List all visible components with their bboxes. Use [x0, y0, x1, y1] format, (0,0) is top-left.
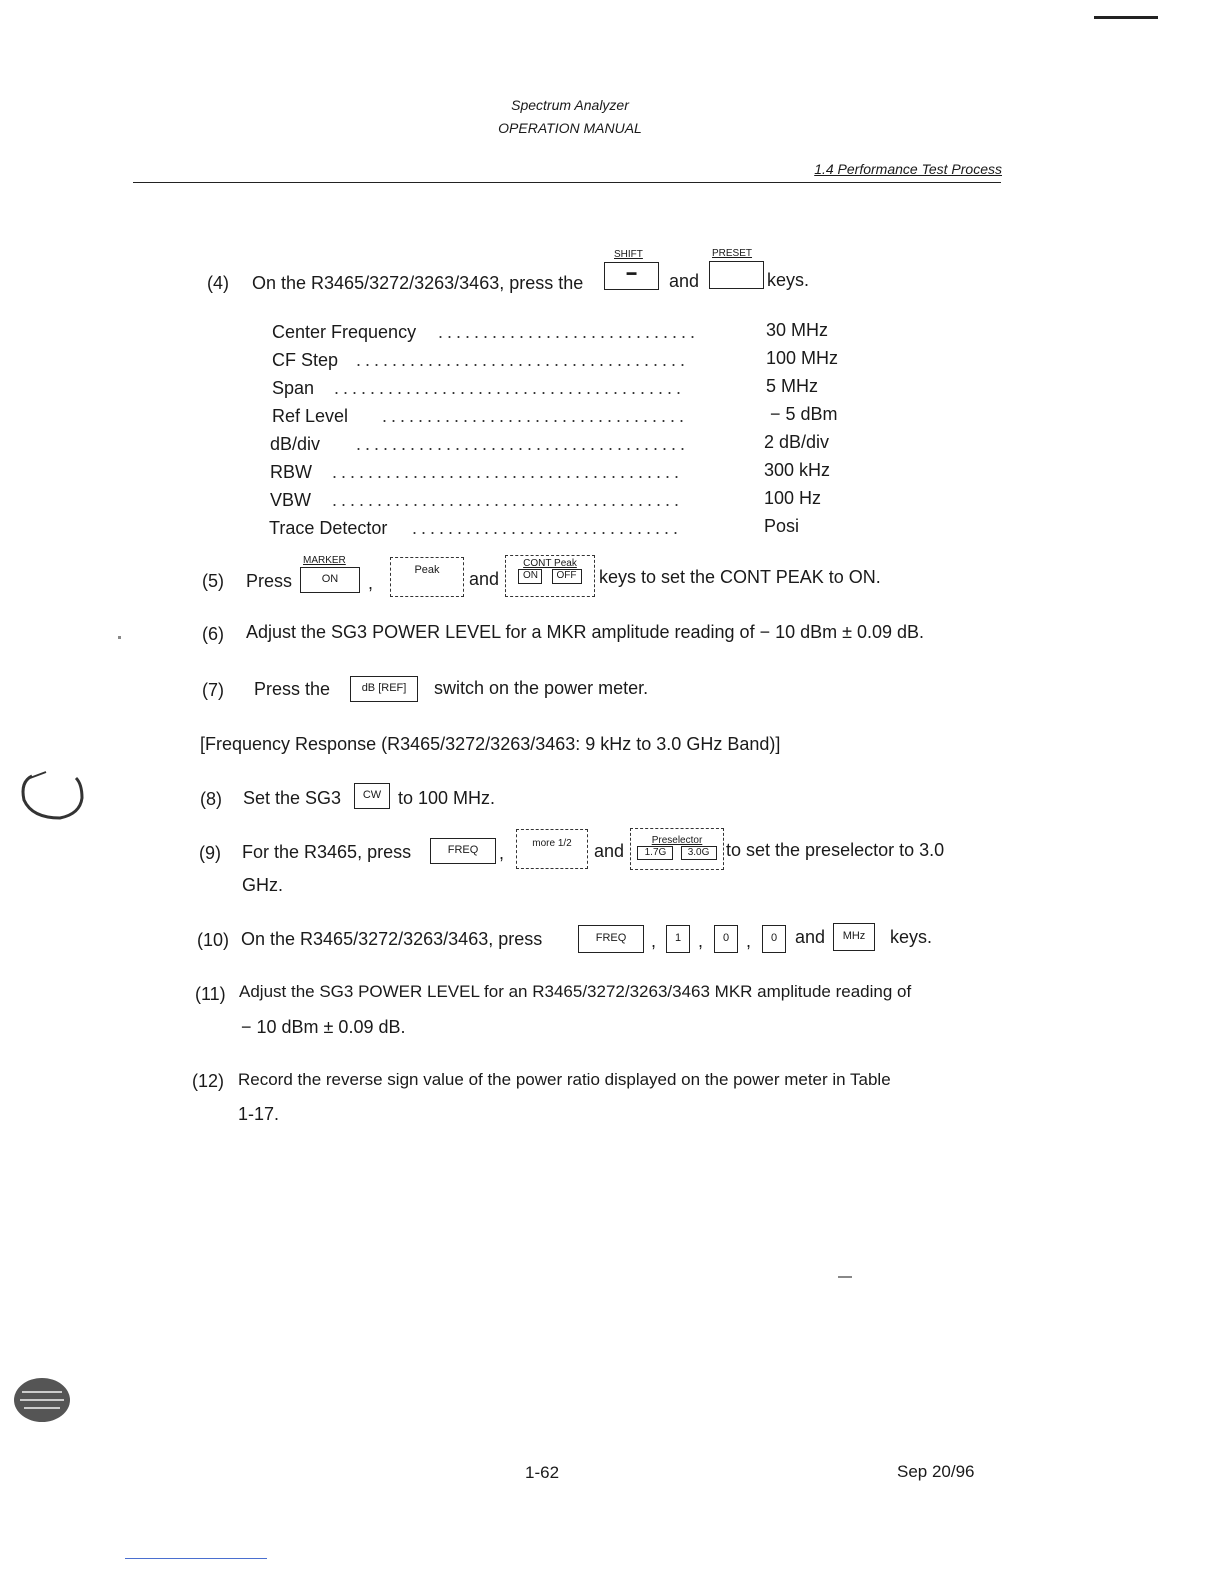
revision-date: Sep 20/96	[897, 1462, 975, 1481]
param-name: RBW	[270, 462, 312, 482]
step9-number: (9)	[199, 843, 221, 863]
step7-number: (7)	[202, 680, 224, 700]
dot-leader: .....................................	[356, 350, 690, 370]
step12-text: Record the reverse sign value of the power ratio displayed on the power meter in Table	[238, 1070, 891, 1089]
dot-leader: .....................................	[356, 434, 690, 454]
peak-softkey[interactable]: Peak	[390, 557, 464, 597]
step6-text: Adjust the SG3 POWER LEVEL for a MKR amplitude reading of − 10 dBm ± 0.09 dB.	[246, 622, 925, 642]
step9-text-c: GHz.	[242, 875, 284, 895]
mhz-key[interactable]: MHz	[833, 923, 875, 951]
marker-key-label: MARKER	[303, 555, 346, 566]
dot-leader: .......................................	[334, 378, 686, 398]
param-name: Trace Detector	[269, 518, 388, 538]
step10-number: (10)	[197, 930, 230, 950]
param-name: dB/div	[270, 434, 321, 454]
step11-text-b: − 10 dBm ± 0.09 dB.	[241, 1017, 406, 1037]
section-subheading: [Frequency Response (R3465/3272/3263/3463: 9 kHz to 3.0 GHz Band)]	[200, 734, 781, 754]
preselector-label: Preselector	[651, 835, 703, 846]
step4-and: and	[669, 271, 700, 291]
dot-leader: ..................................	[382, 406, 689, 426]
step9-comma: ,	[499, 843, 505, 863]
numeric-key-0[interactable]: 0	[714, 925, 738, 953]
param-value: 100 Hz	[764, 488, 822, 508]
binder-hole-mark	[10, 760, 90, 830]
param-value: 5 MHz	[766, 376, 819, 396]
step6-number: (6)	[202, 624, 224, 644]
param-name: Center Frequency	[272, 322, 417, 342]
numeric-key-0-second[interactable]: 0	[762, 925, 786, 953]
step10-comma: ,	[698, 931, 704, 951]
step5-number: (5)	[202, 571, 224, 591]
param-value: 300 kHz	[764, 460, 831, 480]
param-value: Posi	[764, 516, 800, 536]
cont-peak-softkey[interactable]	[505, 555, 595, 597]
step4-text: On the R3465/3272/3263/3463, press the	[252, 273, 584, 293]
step9-text-b: to set the preselector to 3.0	[726, 840, 945, 860]
step8-text: Set the SG3	[243, 788, 342, 808]
header-rule	[133, 182, 1001, 183]
param-value: 2 dB/div	[764, 432, 830, 452]
cont-peak-off-option[interactable]: OFF	[552, 569, 582, 584]
step4-keys-word: keys.	[767, 270, 810, 290]
shift-key[interactable]: ━	[604, 262, 659, 290]
step12-text-b: 1-17.	[238, 1104, 280, 1124]
freq-key-2[interactable]: FREQ	[578, 925, 644, 953]
param-name: Ref Level	[272, 406, 349, 426]
step9-and: and	[594, 841, 625, 861]
step8-number: (8)	[200, 789, 222, 809]
step7-text-b: switch on the power meter.	[434, 678, 649, 698]
step8-text-b: to 100 MHz.	[398, 788, 496, 808]
step9-text: For the R3465, press	[242, 842, 412, 862]
step12-number: (12)	[192, 1071, 225, 1091]
header-product: Spectrum Analyzer	[511, 97, 629, 113]
dot-leader: .......................................	[332, 462, 684, 482]
scan-speck	[838, 1276, 852, 1278]
marker-on-key[interactable]: ON	[300, 567, 360, 593]
scan-speck	[118, 636, 121, 639]
preselector-softkey[interactable]	[630, 828, 724, 870]
step10-comma: ,	[746, 931, 752, 951]
step10-and: and	[795, 927, 826, 947]
step11-text: Adjust the SG3 POWER LEVEL for an R3465/3272/3263/3463 MKR amplitude reading of	[239, 982, 912, 1001]
step11-number: (11)	[195, 984, 226, 1004]
param-name: VBW	[270, 490, 312, 510]
scan-edge-mark	[1094, 16, 1158, 19]
freq-key[interactable]: FREQ	[430, 838, 496, 864]
step10-keys-word: keys.	[890, 927, 933, 947]
binder-hole-mark-bottom	[6, 1370, 76, 1430]
preset-key[interactable]	[709, 261, 764, 289]
header-manual: OPERATION MANUAL	[498, 120, 642, 136]
more-softkey[interactable]: more 1/2	[516, 829, 588, 869]
step5-comma: ,	[368, 573, 374, 593]
page-number: 1-62	[525, 1463, 560, 1482]
cont-peak-on-option[interactable]: ON	[518, 569, 542, 584]
param-value: 30 MHz	[766, 320, 829, 340]
cont-peak-label: CONT Peak	[523, 558, 577, 569]
db-ref-switch[interactable]: dB [REF]	[350, 676, 418, 702]
numeric-key-1[interactable]: 1	[666, 925, 690, 953]
step5-text: keys to set the CONT PEAK to ON.	[599, 567, 881, 587]
preset-key-label: PRESET	[712, 248, 753, 259]
step5-and: and	[469, 569, 500, 589]
step10-text: On the R3465/3272/3263/3463, press	[241, 929, 543, 949]
step7-text: Press the	[254, 679, 331, 699]
step4-number: (4)	[207, 273, 229, 293]
preselector-1-7g-option[interactable]: 1.7G	[637, 846, 673, 860]
shift-key-label: SHIFT	[614, 249, 643, 260]
dot-leader: .......................................	[332, 490, 684, 510]
cw-key[interactable]: CW	[354, 783, 390, 809]
step5-press: Press	[246, 571, 293, 591]
dot-leader: ..............................	[412, 518, 683, 538]
param-value: 100 MHz	[766, 348, 839, 368]
scan-bottom-line	[125, 1558, 267, 1559]
step10-comma: ,	[651, 931, 657, 951]
param-value: − 5 dBm	[770, 404, 838, 424]
header-section: 1.4 Performance Test Process	[814, 161, 1002, 177]
dot-leader: .............................	[438, 322, 700, 342]
preselector-3-0g-option[interactable]: 3.0G	[681, 846, 717, 860]
param-name: Span	[272, 378, 315, 398]
param-name: CF Step	[272, 350, 339, 370]
